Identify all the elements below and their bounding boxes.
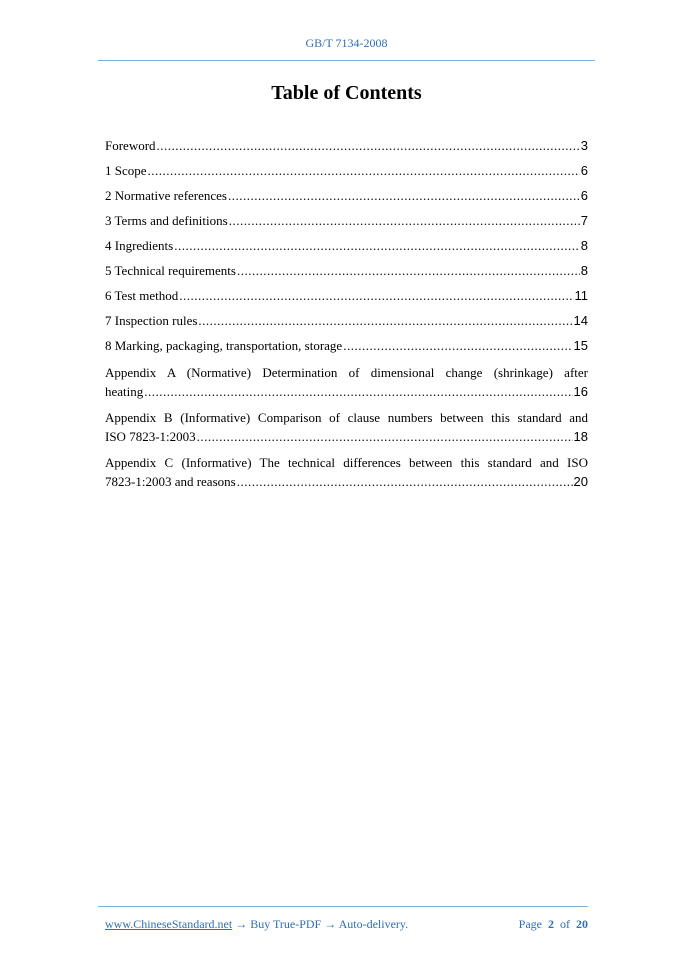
toc-page-number: 20	[573, 474, 588, 489]
footer-promo	[105, 917, 408, 932]
footer-divider	[98, 906, 588, 907]
toc-entry-normative-references[interactable]	[105, 188, 588, 213]
current-page-number: 2	[548, 917, 554, 931]
toc-entry-label-continued: heating	[105, 384, 144, 399]
header-divider	[98, 60, 595, 61]
toc-page-number: 15	[573, 338, 588, 353]
toc-entry-inspection-rules[interactable]	[105, 313, 588, 338]
toc-leader-dots	[157, 138, 580, 154]
toc-entry-appendix-c[interactable]	[105, 455, 588, 494]
toc-page-number: 18	[573, 429, 588, 444]
toc-entry-appendix-a[interactable]	[105, 365, 588, 404]
toc-entry-test-method[interactable]	[105, 288, 588, 313]
toc-entry-technical-requirements[interactable]	[105, 263, 588, 288]
auto-delivery-text: Auto-delivery.	[338, 917, 409, 931]
toc-entry-appendix-b[interactable]	[105, 410, 588, 449]
toc-entry-ingredients[interactable]	[105, 238, 588, 263]
page-footer	[105, 917, 588, 932]
toc-page-number: 6	[580, 163, 588, 178]
toc-page-number: 8	[580, 238, 588, 253]
toc-entry-label: Appendix C (Informative) The technical differences between this standard and ISO	[105, 455, 588, 470]
toc-entry-label-continued: 7823-1:2003 and reasons	[105, 474, 236, 489]
toc-entry-label-continued: ISO 7823-1:2003	[105, 429, 196, 444]
document-header: GB/T 7134-2008	[305, 36, 388, 50]
toc-leader-dots	[228, 188, 580, 204]
toc-page-number: 16	[573, 384, 588, 399]
toc-entry-label: 4 Ingredients	[105, 238, 174, 253]
toc-leader-dots	[144, 384, 572, 400]
toc-page-number: 3	[580, 138, 588, 153]
toc-entry-label: 3 Terms and definitions	[105, 213, 228, 228]
of-word: of	[560, 917, 570, 931]
toc-entry-marking-packaging[interactable]	[105, 338, 588, 363]
page-word: Page	[518, 917, 542, 931]
arrow-icon: →	[324, 917, 337, 931]
toc-page-number: 11	[574, 288, 588, 303]
toc-leader-dots	[197, 429, 573, 445]
arrow-icon: →	[235, 917, 248, 931]
total-pages: 20	[576, 917, 588, 931]
page-title: Table of Contents	[271, 82, 422, 104]
toc-entry-label: 2 Normative references	[105, 188, 227, 203]
toc-entry-label: Foreword	[105, 138, 156, 153]
site-link[interactable]: www.ChineseStandard.net	[105, 917, 233, 931]
page-indicator	[519, 917, 588, 932]
toc-entry-label: 1 Scope	[105, 163, 147, 178]
table-of-contents	[105, 138, 588, 500]
toc-leader-dots	[148, 163, 580, 179]
toc-page-number: 6	[580, 188, 588, 203]
toc-entry-scope[interactable]	[105, 163, 588, 188]
toc-page-number: 8	[580, 263, 588, 278]
toc-leader-dots	[343, 338, 572, 354]
toc-leader-dots	[237, 474, 573, 490]
buy-pdf-text: Buy True-PDF	[250, 917, 322, 931]
toc-page-number: 14	[573, 313, 588, 328]
toc-entry-terms-definitions[interactable]	[105, 213, 588, 238]
toc-entry-label: 8 Marking, packaging, transportation, storage	[105, 338, 343, 353]
toc-entry-label: 6 Test method	[105, 288, 179, 303]
toc-entry-label: 5 Technical requirements	[105, 263, 236, 278]
toc-leader-dots	[174, 238, 580, 254]
toc-entry-label: 7 Inspection rules	[105, 313, 198, 328]
toc-leader-dots	[198, 313, 572, 329]
toc-leader-dots	[237, 263, 580, 279]
toc-entry-label: Appendix B (Informative) Comparison of clause numbers between this standard and	[105, 410, 588, 425]
toc-leader-dots	[229, 213, 580, 229]
toc-entry-label: Appendix A (Normative) Determination of dimensional change (shrinkage) after	[105, 365, 588, 380]
toc-leader-dots	[179, 288, 573, 304]
toc-entry-foreword[interactable]	[105, 138, 588, 163]
toc-page-number: 7	[580, 213, 588, 228]
